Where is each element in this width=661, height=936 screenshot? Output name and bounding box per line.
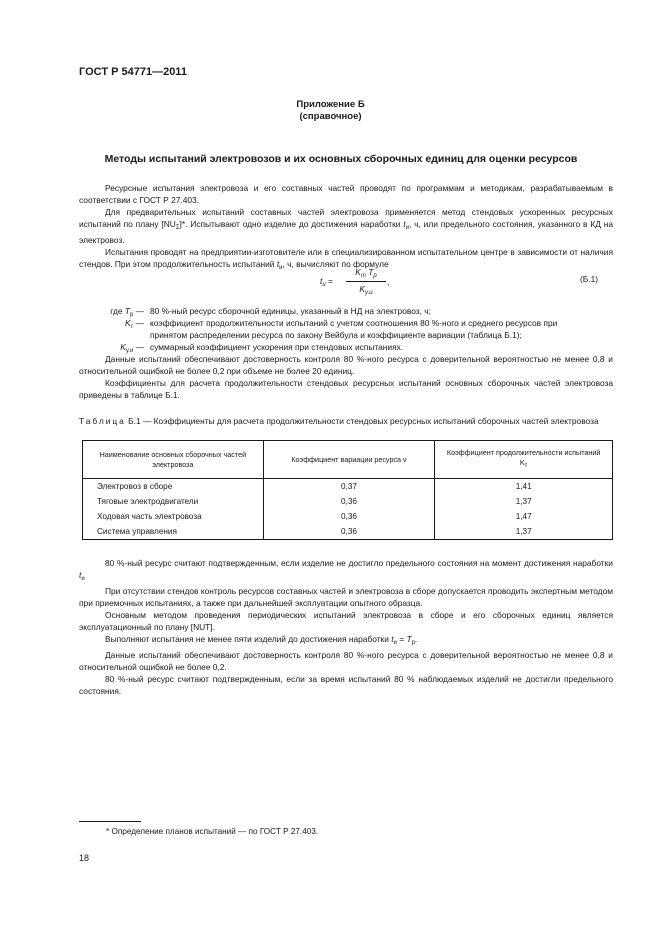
where-item-continued: принятом распределении ресурса по закону Вейбула и коэффициенте вариации (таблица Б.1); bbox=[150, 330, 522, 340]
paragraph-3: Испытания проводят на предприятии-изготовителе или в специализированном испытательном центре в зависимости от наличия стендов. При этом продолжительность испытаний $t_и$, ч, вычисляют по формуле bbox=[79, 247, 613, 271]
where-item: где $T_р$ — 80 %-ный ресурс сборочной единицы, указанный в НД на электровоз, ч; bbox=[110, 306, 431, 318]
closing-text bbox=[79, 557, 613, 697]
table-cell: 0,36 bbox=[263, 494, 435, 509]
table-cell: 0,36 bbox=[263, 509, 435, 524]
footnote: * Определение планов испытаний — по ГОСТ Р 27.403. bbox=[106, 827, 319, 836]
paragraph-4: Данные испытаний обеспечивают достоверность контроля 80 %-ного ресурса с доверительной вероятностью не менее 0,8 и относительной ошибкой не более 0,2 при объеме не более 20 единиц. bbox=[79, 354, 613, 376]
paragraph-9: Выполняют испытания не менее пяти изделий до достижения наработки $t_и = T_р$. bbox=[105, 634, 418, 646]
paragraph-7: При отсутствии стендов контроль ресурсов составных частей и электровоза в сборе допускается проводить экспертным методом при приемочных испытаниях, а также при дальнейшей эксплуатации опытного образца. bbox=[79, 586, 613, 608]
equation-number: (Б.1) bbox=[580, 274, 599, 284]
intro-text bbox=[79, 182, 613, 274]
coefficients-table bbox=[82, 440, 613, 540]
table-cell: Электровоз в сборе bbox=[83, 479, 264, 495]
formula-denominator: $K_{у.и}$ bbox=[359, 284, 373, 296]
formula-fraction bbox=[346, 267, 386, 296]
paragraph-5: Коэффициенты для расчета продолжительности стендовых ресурсных испытаний основных сборочных частей электровоза приведены в таблице Б.1. bbox=[79, 378, 613, 400]
footnote-divider bbox=[79, 821, 141, 822]
standard-header: ГОСТ Р 54771—2011 bbox=[79, 66, 187, 78]
table-cell: 1,37 bbox=[435, 494, 613, 509]
paragraph-10: Данные испытаний обеспечивают достоверность контроля 80 %-ного ресурса с доверительной вероятностью не менее 0,8 и относительной ошибкой не более 0,2. bbox=[79, 650, 613, 672]
table-header-cell: Коэффициент вариации ресурса ν bbox=[263, 441, 435, 479]
table-cell: 0,37 bbox=[263, 479, 435, 495]
section-title: Методы испытаний электровозов и их основных сборочных единиц для оценки ресурсов bbox=[104, 153, 578, 165]
paragraph-11: 80 %-ный ресурс считают подтвержденным, если за время испытаний 80 % наблюдаемых изделий не достигли предельного состояния. bbox=[79, 674, 613, 696]
table-header-cell: Наименование основных сборочных частей электровоза bbox=[83, 441, 264, 479]
formula-numerator: $K_т$ $T_р$ bbox=[346, 267, 386, 282]
table-cell: Ходовая часть электровоза bbox=[83, 509, 264, 524]
table-cell: 1,41 bbox=[435, 479, 613, 495]
table-caption: Таблица Б.1 — Коэффициенты для расчета продолжительности стендовых ресурсных испытаний сборочных частей электровоза bbox=[79, 416, 599, 426]
paragraph-8: Основным методом проведения периодических испытаний электровоза в сборе и его сборочных единиц является эксплуатационный по плану [NUT]. bbox=[79, 610, 613, 632]
table-header-row bbox=[83, 441, 613, 479]
annex-title: Приложение Б bbox=[296, 99, 365, 110]
table-cell: Тяговые электродвигатели bbox=[83, 494, 264, 509]
table-cell: 1,37 bbox=[435, 524, 613, 540]
formula-lhs: $t_и$ = bbox=[320, 276, 333, 288]
where-item: $K_{у.и}$ — суммарный коэффициент ускорения при стендовых испытаниях. bbox=[120, 342, 404, 354]
where-list bbox=[79, 305, 613, 353]
table-row bbox=[83, 494, 613, 509]
where-item: $K_т$ — коэффициент продолжительности испытаний с учетом соотношения 80 %-ного и среднего ресурсов при bbox=[124, 318, 558, 330]
table-cell: Система управления bbox=[83, 524, 264, 540]
paragraph-1: Ресурсные испытания электровоза и его составных частей проводят по программам и методикам, разрабатываемым в соответствии с ГОСТ Р 27.403. bbox=[79, 183, 613, 205]
paragraph-6: 80 %-ный ресурс считают подтвержденным, если изделие не достигло предельного состояния на момент достижения наработки $t_и$ bbox=[79, 558, 613, 582]
table-header-cell: Коэффициент продолжительности испытаний $K_т$ bbox=[435, 441, 613, 479]
table-cell: 1,47 bbox=[435, 509, 613, 524]
middle-text bbox=[79, 353, 613, 401]
table-row bbox=[83, 524, 613, 540]
table-row bbox=[83, 509, 613, 524]
annex-subtitle: (справочное) bbox=[299, 111, 362, 122]
paragraph-2: Для предварительных испытаний составных частей электровоза применяется метод стендовых ускоренных ресурсных испытаний по плану $[NU_\Sigma]*$. Испытывают одно изделие до достижения наработки $t_и$, ч, или предельного состояния, указанного в КД на электровоз. bbox=[79, 207, 613, 245]
table-cell: 0,36 bbox=[263, 524, 435, 540]
table-row bbox=[83, 479, 613, 495]
page-number: 18 bbox=[79, 853, 90, 863]
document-page: ГОСТ Р 54771—2011 Приложение Б (справочное) Методы испытаний электровозов и их основных сборочных единиц для оценки ресурсов Ресурсные испытания электровоза и его составных частей проводят по программам и методикам, разрабатываемым в соответствии с ГОСТ Р 27.403. Для предварительных испытаний составных частей электровоза применяется метод стендовых ускоренных ресурсных испытаний по плану $[NU_\Sigma]*$. Испытывают одно изделие до достижения наработки $t_и$, ч, или предельного состояния, указанного в КД на электровоз. Испытания проводят на предприятии-изготовителе или в специализированном испытательном центре в зависимости от наличия стендов. При этом продолжительность испытаний $t_и$, ч, вычисляют по формуле $t_и$ = $K_т$ $T_р$ $K_{у.и}$ , (Б.1) где $T_р$ — 80 %-ный ресурс сборочной единицы, указанный в НД на электровоз, ч; $K_т$ — коэффициент продолжительности испытаний с учетом соотношения 80 %-ного и среднего ресурсов при принятом распределении ресурса по закону Вейбула и коэффициенте вариации (таблица Б.1); $K_{у.и}$ — суммарный коэффициент ускорения при стендовых испытаниях. Данные испытаний обеспечивают достоверность контроля 80 %-ного ресурса с доверительной вероятностью не менее 0,8 и относительной ошибкой не более 0,2 при объеме не более 20 единиц. Коэффициенты для расчета продолжительности стендовых ресурсных испытаний основных сборочных частей электровоза приведены в таблице Б.1. Таблица Б.1 — Коэффициенты для расчета продолжительности стендовых ресурсных испытаний сборочных частей электровоза Наименование основных сборочных частей электровоза Коэффициент вариации ресурса ν Коэффициент продолжительности испытаний $K_т$ Электровоз в сборе 0,37 1,41 Тяговые электродвигатели 0,36 1,37 Ходовая часть электровоза 0,36 1,47 Система управления 0,36 1,37 80 %-ный ресурс считают подтвержденным, если изделие не достигло предельного состояния на момент достижения наработки $t_и$ При отсутствии стендов контроль ресурсов составных частей и электровоза в сборе допускается проводить экспертным методом при приемочных испытаниях, а также при дальнейшей эксплуатации опытного образца. Основным методом проведения периодических испытаний электровоза в сборе и его сборочных единиц является эксплуатационный по плану [NUT]. Выполняют испытания не менее пяти изделий до достижения наработки $t_и = T_р$. Данные испытаний обеспечивают достоверность контроля 80 %-ного ресурса с доверительной вероятностью не менее 0,8 и относительной ошибкой не более 0,2. 80 %-ный ресурс считают подтвержденным, если за время испытаний 80 % наблюдаемых изделий не достигли предельного состояния. * Определение планов испытаний — по ГОСТ Р 27.403. 18 bbox=[0, 0, 661, 936]
